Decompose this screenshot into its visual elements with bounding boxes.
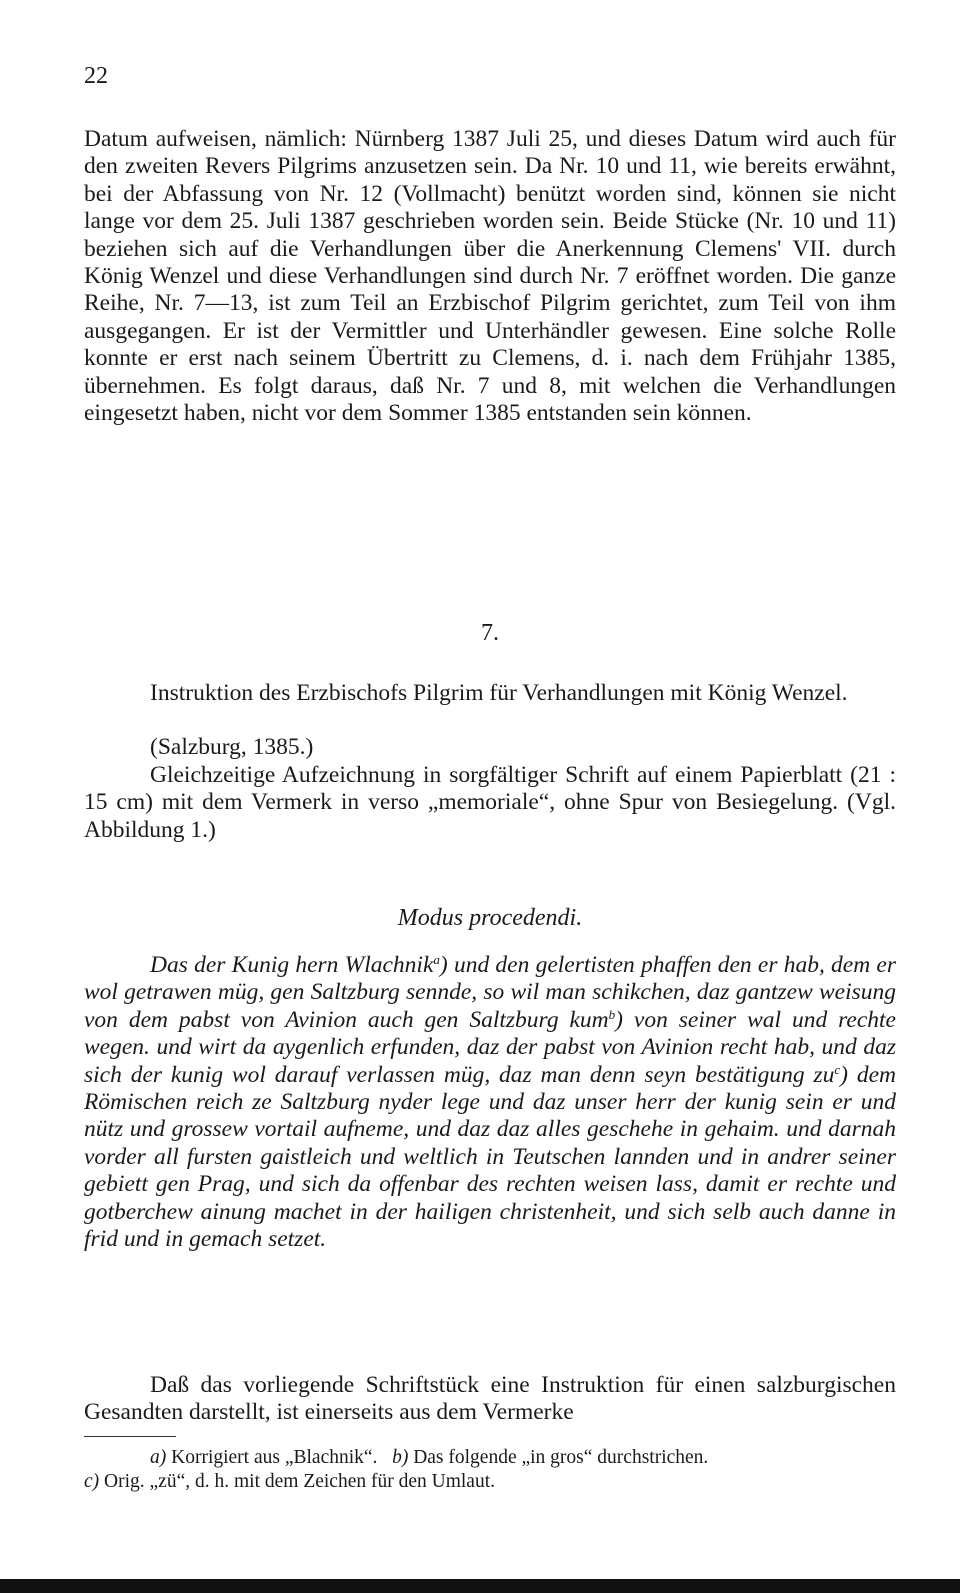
section-number: 7. (481, 620, 499, 646)
closing-paragraph: Daß das vorliegende Schriftstück eine Instruktion für einen salzburgischen Gesandten darstellt, ist einerseits aus dem Vermerke (84, 1372, 896, 1426)
document-date: (Salzburg, 1385.) (150, 734, 314, 760)
quote-part-1: Das der Kunig hern Wlachnik (150, 952, 434, 978)
page-number: 22 (84, 63, 108, 89)
footnote-mark-a: a (433, 952, 440, 967)
scan-edge-band (0, 1579, 960, 1593)
document-title: Instruktion des Erzbischofs Pilgrim für Verhandlungen mit König Wenzel. (150, 680, 848, 706)
quote-part-3: ) von seiner wal und rechte wegen. und wirt da aygenlich erfunden, daz der pabst von Avinion recht hab, und daz sich der kunig wol darauf verlassen müg, daz man denn seyn bestätigung zu (84, 1006, 896, 1088)
footnote-line-1 (84, 1446, 896, 1470)
footnote-a-text: Korrigiert aus „Blachnik“. (166, 1447, 378, 1468)
footnote-b-mark: b) (392, 1447, 409, 1468)
quote-part-2: ) und den gelertisten phaffen den er hab, dem er wol getrawen müg, gen Saltzburg sennde, so wil man schikchen, daz gantzew weisung von dem pabst von Avinion auch gen Saltzburg kum (84, 952, 896, 1033)
footnote-mark-b: b (608, 1006, 616, 1022)
footnotes (84, 1446, 896, 1494)
footnote-a-mark: a) (150, 1447, 167, 1468)
footnote-c-mark: c) (84, 1471, 100, 1492)
quoted-document-text (84, 952, 896, 1253)
footnote-b-text: Das folgende „in gros“ durchstrichen. (408, 1447, 709, 1468)
quote-heading: Modus procedendi. (397, 905, 583, 931)
intro-paragraph: Datum aufweisen, nämlich: Nürnberg 1387 Juli 25, und dieses Datum wird auch für den zweiten Revers Pilgrims anzusetzen sein. Da Nr. 10 und 11, wie bereits erwähnt, bei der Abfassung von Nr. 12 (Vollmacht) benützt worden sind, können sie nicht lange vor dem 25. Juli 1387 geschrieben worden sein. Beide Stücke (Nr. 10 und 11) beziehen sich auf die Verhandlungen über die Anerkennung Clemens' VII. durch König Wenzel und diese Verhandlungen sind durch Nr. 7 eröffnet worden. Die ganze Reihe, Nr. 7—13, ist zum Teil an Erzbischof Pilgrim gerichtet, zum Teil von ihm ausgegangen. Er ist der Vermittler und Unterhändler gewesen. Eine solche Rolle konnte er erst nach seinem Übertritt zu Clemens, d. i. nach dem Frühjahr 1385, übernehmen. Es folgt daraus, daß Nr. 7 und 8, mit welchen die Verhandlungen eingesetzt haben, nicht vor dem Sommer 1385 entstanden sein können. (84, 126, 896, 427)
quote-part-4: ) dem Römischen reich ze Saltzburg nyder lege und daz unser herr der kunig sein er und nütz und grossew vortail aufneme, und daz daz alles geschehe in gehaim. und darnah vorder all fursten gaistleich und weltlich in Teutschen lannden und in andrer seiner gebiett gen Prag, und sich da offenbar des rechten weisen lass, damit er rechte und gotberchew ainung machet in der hailigen christenheit, und sich selb auch danne in frid und in gemach setzet. (84, 1061, 896, 1253)
footnote-divider (84, 1436, 176, 1437)
footnote-c-text: Orig. „zü“, d. h. mit dem Zeichen für den Umlaut. (99, 1471, 495, 1492)
document-description: Gleichzeitige Aufzeichnung in sorgfältiger Schrift auf einem Papierblatt (21 : 15 cm) mit dem Vermerk in verso „memoriale“, ohne Spur von Besiegelung. (Vgl. Abbildung 1.) (84, 762, 896, 843)
footnote-mark-c: c (834, 1061, 841, 1077)
footnote-line-2 (84, 1470, 896, 1494)
